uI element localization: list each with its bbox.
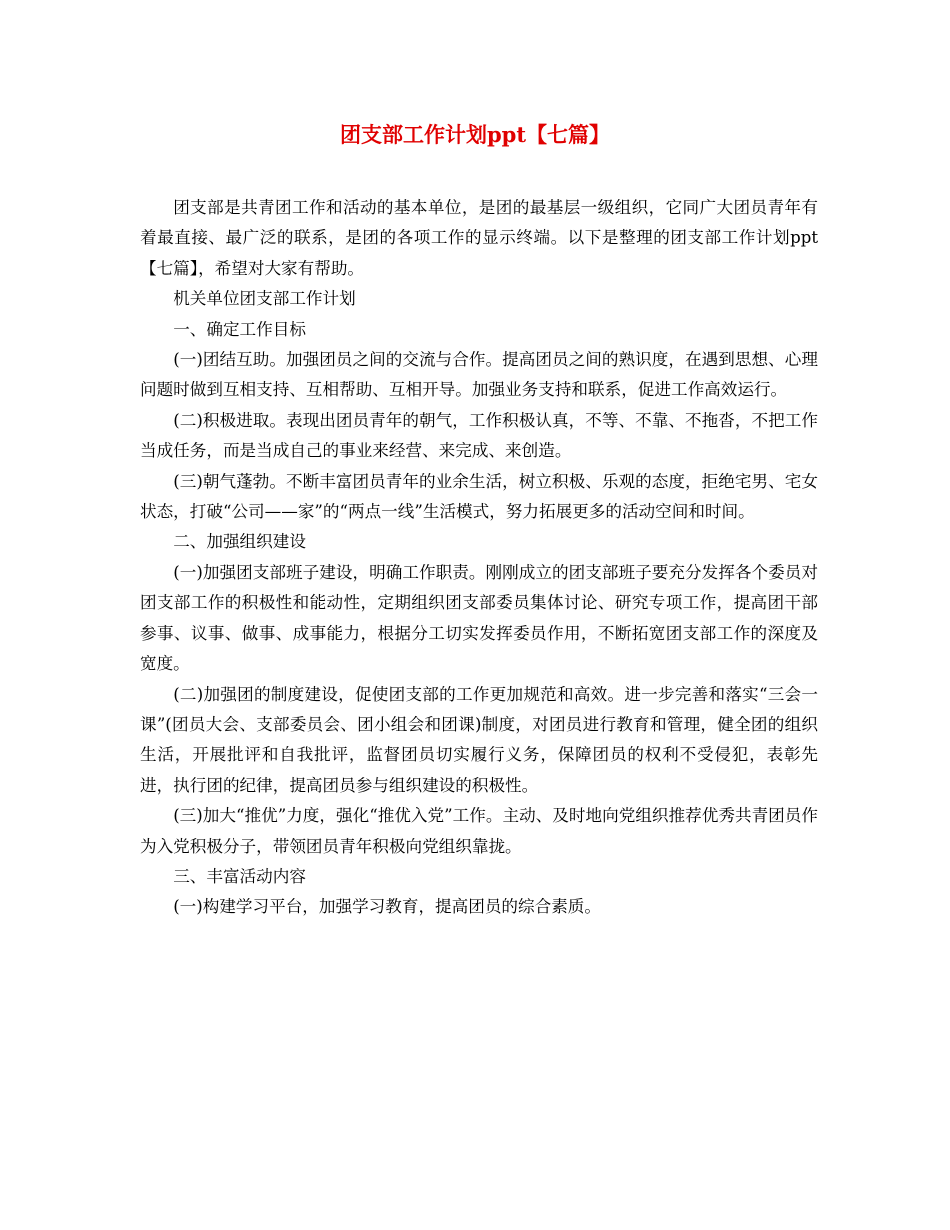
paragraph-recommend: (三)加大“推优”力度，强化“推优入党”工作。主动、及时地向党组织推荐优秀共青团员作为入党积极分子，带领团员青年积极向党组织靠拢。: [140, 806, 818, 856]
heading-activities: 三、丰富活动内容: [173, 866, 306, 886]
paragraph-vigor: (三)朝气蓬勃。不断丰富团员青年的业余生活，树立积极、乐观的态度，拒绝宅男、宅女状态，打破“公司——家”的“两点一线”生活模式，努力拓展更多的活动空间和时间。: [140, 471, 818, 522]
heading-organization: 二、加强组织建设: [173, 532, 306, 552]
heading-work-goals: 一、确定工作目标: [173, 319, 306, 339]
document-title: 团支部工作计划ppt【七篇】: [339, 122, 611, 147]
paragraph-system-building: (二)加强团的制度建设，促使团支部的工作更加规范和高效。进一步完善和落实“三会一课”(团员大会、支部委员会、团小组会和团课)制度，对团员进行教育和管理，健全团的组织生活，开展批评和自我批评，监督团员切实履行义务，保障团员的权利不受侵犯，表彰先进，执行团的纪律，提高团员参与组织建设的积极性。: [140, 684, 818, 795]
paragraph-team-building: (一)加强团支部班子建设，明确工作职责。刚刚成立的团支部班子要充分发挥各个委员对团支部工作的积极性和能动性，定期组织团支部委员集体讨论、研究专项工作，提高团干部参事、议事、做事、成事能力，根据分工切实发挥委员作用，不断拓宽团支部工作的深度及宽度。: [140, 562, 818, 674]
paragraph-intro: 团支部是共青团工作和活动的基本单位，是团的最基层一级组织，它同广大团员青年有着最直接、最广泛的联系，是团的各项工作的显示终端。以下是整理的团支部工作计划ppt【七篇】，希望对大家有帮助。: [140, 198, 818, 278]
paragraph-unity: (一)团结互助。加强团员之间的交流与合作。提高团员之间的熟识度，在遇到思想、心理问题时做到互相支持、互相帮助、互相开导。加强业务支持和联系，促进工作高效运行。: [140, 350, 818, 400]
paragraph-learning-platform: (一)构建学习平台，加强学习教育，提高团员的综合素质。: [173, 897, 601, 917]
paragraph-progress: (二)积极进取。表现出团员青年的朝气，工作积极认真，不等、不靠、不拖沓，不把工作当成任务，而是当成自己的事业来经营、来完成、来创造。: [140, 410, 818, 461]
document-body: [140, 193, 818, 923]
section-heading-unit-plan: 机关单位团支部工作计划: [173, 289, 356, 309]
